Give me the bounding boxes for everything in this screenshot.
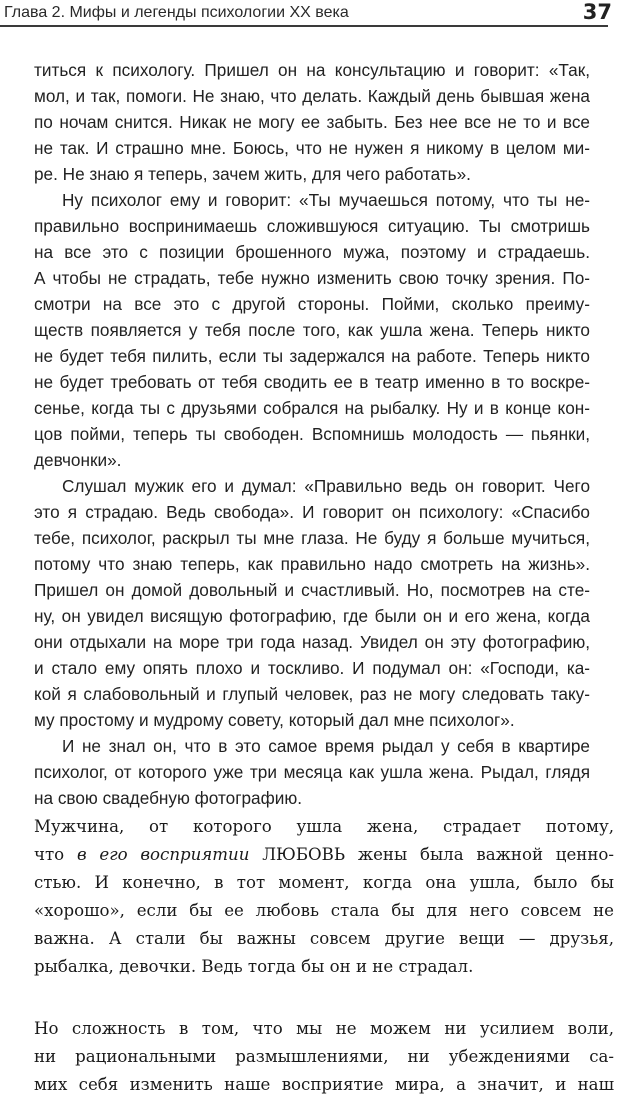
- text-line: девчонки».: [34, 450, 122, 470]
- text-line: стью. И конечно, в тот момент, когда она ушла, было бы: [34, 873, 614, 892]
- story-paragraph-2: [34, 187, 590, 473]
- main-paragraph-2: [34, 1015, 614, 1099]
- text-line: [34, 841, 614, 869]
- text-line: ни рациональными размышлениями, ни убеждениями са-: [34, 1047, 614, 1066]
- text-line: не будет тебя пилить, если ты задержался на работе. Теперь никто: [34, 346, 590, 366]
- paragraph-gap: [34, 981, 614, 1015]
- italic-emphasis: в его восприятии: [76, 845, 250, 864]
- text-line: на свою свадебную фотографию.: [34, 788, 303, 808]
- text-line: не будет требовать от тебя сводить ее в театр именно в то воскре-: [34, 372, 590, 392]
- text-line: И не знал он, что в это самое время рыдал у себя в квартире: [62, 736, 590, 756]
- text-line: Мужчина, от которого ушла жена, страдает потому,: [34, 817, 614, 836]
- text-line: ществ появляется у тебя после того, как ушла жена. Теперь никто: [34, 320, 590, 340]
- text-line: ре. Не знаю я теперь, зачем жить, для чего работать».: [34, 164, 471, 184]
- text-line: на все это с позиции брошенного мужа, поэтому и страдаешь.: [34, 242, 590, 262]
- chapter-title: Глава 2. Мифы и легенды психологии XX века: [4, 4, 349, 21]
- text-line: и стало ему опять плохо и тоскливо. И подумал он: «Господи, ка-: [34, 658, 590, 678]
- text-segment: что: [34, 845, 77, 864]
- text-line: потому что знаю теперь, как правильно надо смотреть на жизнь».: [34, 554, 590, 574]
- text-line: тебе, психолог, раскрыл ты мне глаза. Не буду я больше мучиться,: [34, 528, 590, 548]
- text-line: правильно воспринимаешь сложившуюся ситуацию. Ты смотришь: [34, 216, 590, 236]
- text-line: «хорошо», если бы ее любовь стала бы для него совсем не: [34, 901, 614, 920]
- text-line: кой я слабовольный и глупый человек, раз не могу следовать таку-: [34, 684, 590, 704]
- text-line: не так. И страшно мне. Боюсь, что не нужен я никому в целом ми-: [34, 138, 590, 158]
- main-text-block: [34, 813, 614, 1099]
- page-number: 37: [582, 0, 612, 24]
- running-header: [0, 0, 620, 30]
- text-line: титься к психологу. Пришел он на консультацию и говорит: «Так,: [34, 60, 590, 80]
- text-line: Слушал мужик его и думал: «Правильно ведь он говорит. Чего: [62, 476, 590, 496]
- text-line: это я страдаю. Ведь свобода». И говорит он психологу: «Спасибо: [34, 502, 590, 522]
- text-line: Ну психолог ему и говорит: «Ты мучаешься потому, что ты не-: [62, 190, 590, 210]
- story-paragraph-4: [34, 733, 590, 811]
- story-paragraph-3: [34, 473, 590, 733]
- text-line: они отдыхали на море три года назад. Увидел он эту фотографию,: [34, 632, 590, 652]
- text-line: рыбалка, девочки. Ведь тогда бы он и не страдал.: [34, 957, 474, 976]
- text-line: мих себя изменить наше восприятие мира, а значит, и наш: [34, 1075, 614, 1094]
- text-line: А чтобы не страдать, тебе нужно изменить свою точку зрения. По-: [34, 268, 590, 288]
- anecdote-block: [34, 57, 590, 811]
- text-line: Пришел он домой довольный и счастливый. Но, посмотрев на сте-: [34, 580, 590, 600]
- main-paragraph-1: [34, 813, 614, 981]
- text-line: смотри на все это с другой стороны. Пойми, сколько преиму-: [34, 294, 590, 314]
- text-line: цов пойми, теперь ты свободен. Вспомнишь молодость — пьянки,: [34, 424, 590, 444]
- text-segment: ЛЮБОВЬ жены была важной ценно-: [249, 845, 614, 864]
- text-line: сенье, когда ты с друзьями собрался на рыбалку. Ну и в конце кон-: [34, 398, 590, 418]
- text-line: важна. А стали бы важны совсем другие вещи — друзья,: [34, 929, 614, 948]
- text-line: ну, он увидел висящую фотографию, где были он и его жена, когда: [34, 606, 590, 626]
- story-paragraph-1: [34, 57, 590, 187]
- text-line: му простому и мудрому совету, который дал мне психолог».: [34, 710, 515, 730]
- header-divider: [0, 25, 608, 27]
- text-line: мол, и так, помоги. Не знаю, что делать. Каждый день бывшая жена: [34, 86, 590, 106]
- text-line: по ночам снится. Никак не могу ее забыть. Без нее все не то и все: [34, 112, 590, 132]
- text-line: психолог, от которого уже три месяца как ушла жена. Рыдал, глядя: [34, 762, 590, 782]
- text-line: Но сложность в том, что мы не можем ни усилием воли,: [34, 1019, 614, 1038]
